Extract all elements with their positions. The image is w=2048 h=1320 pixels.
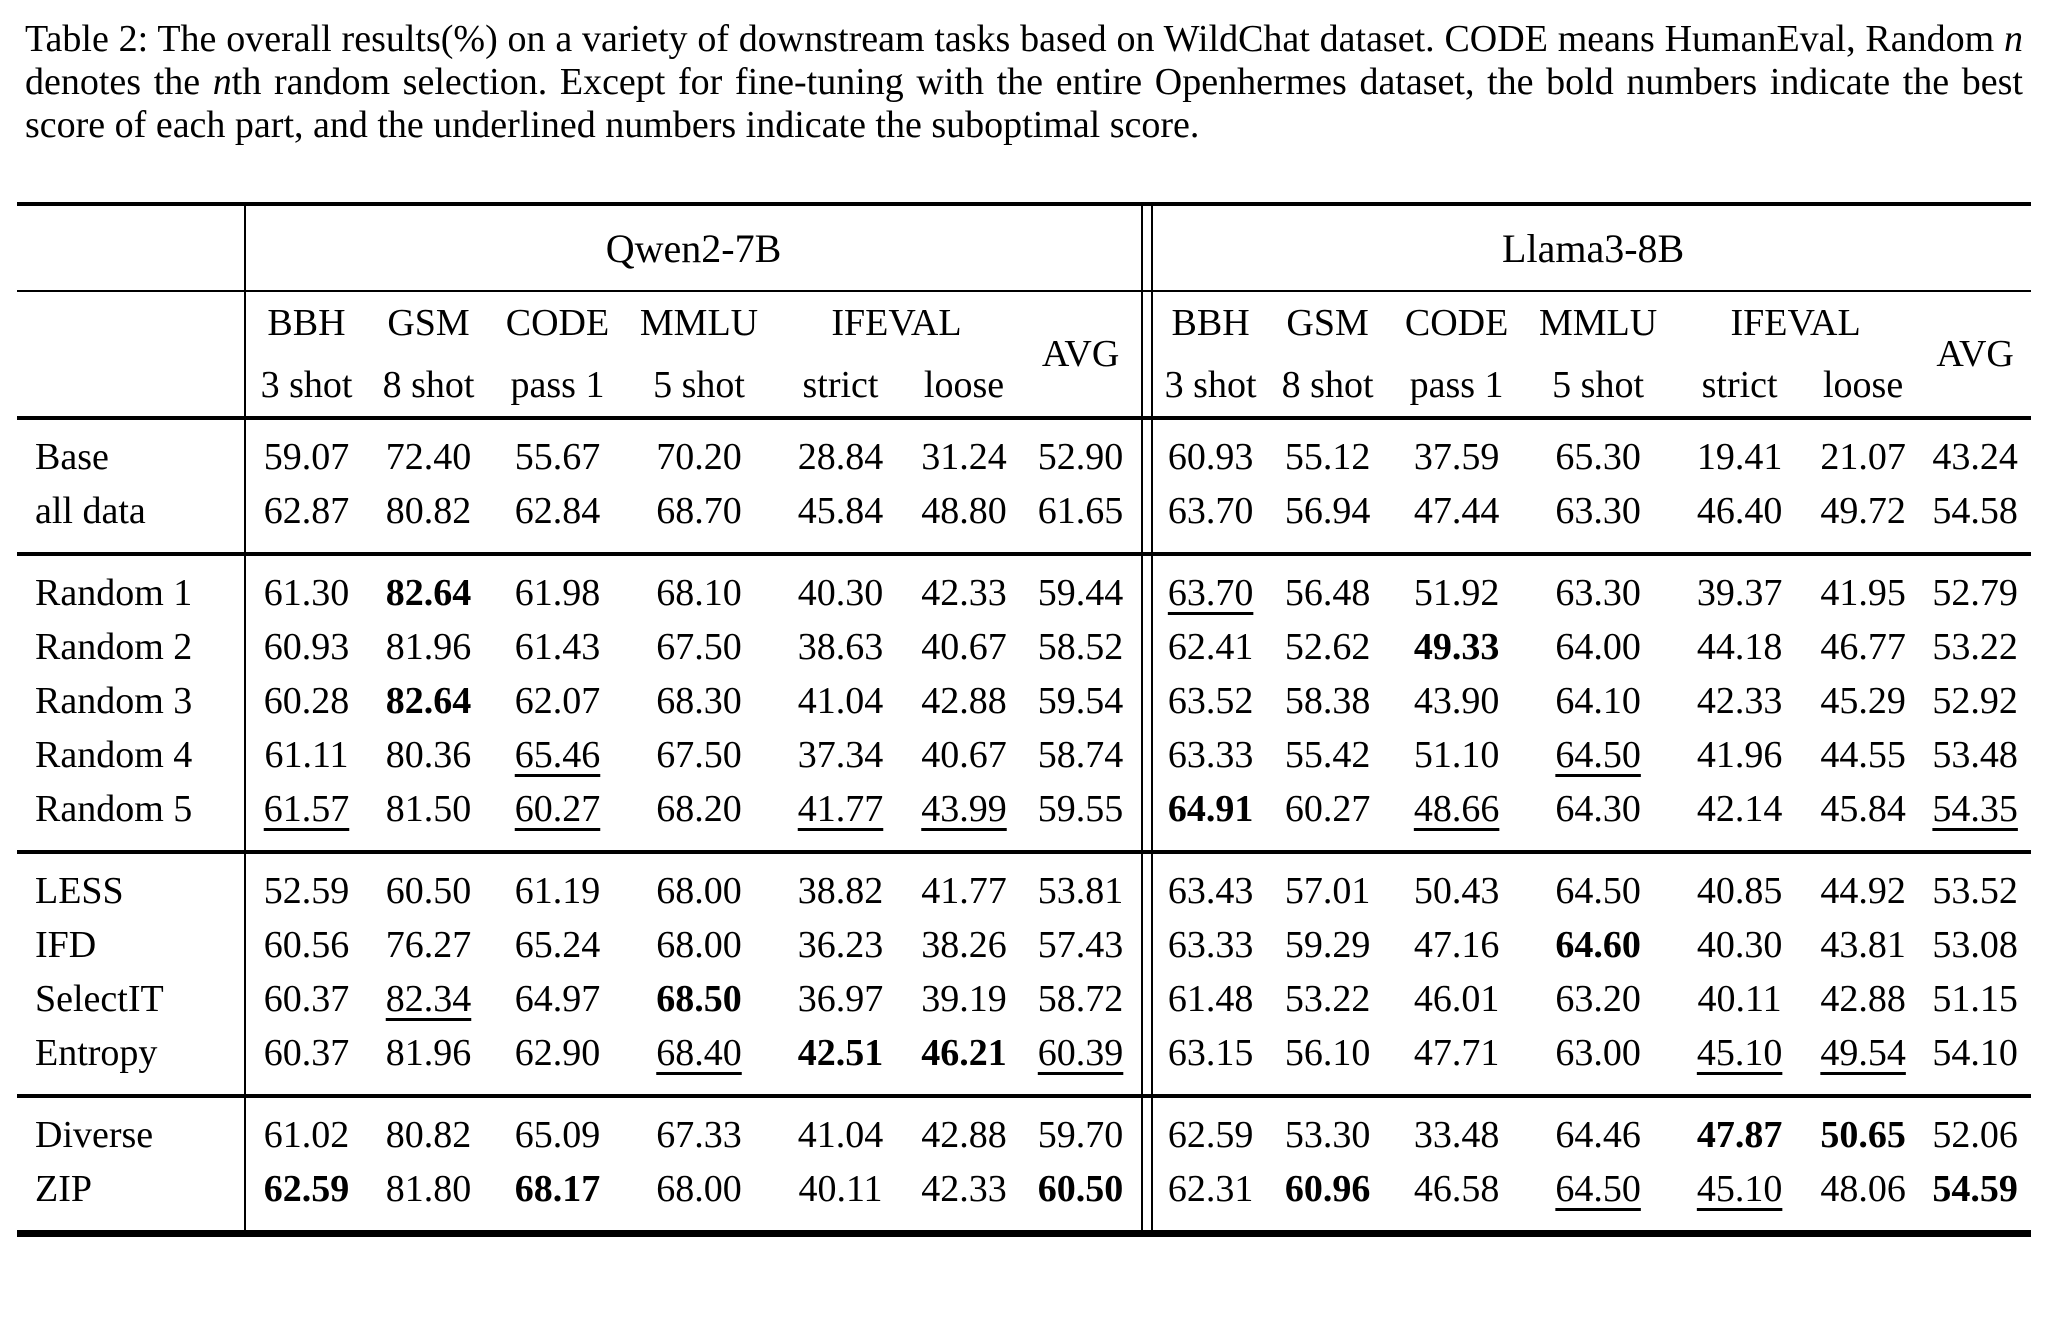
score-cell: 62.31 [1141,1162,1266,1237]
score-cell: 52.62 [1284,626,1371,668]
score-cell: 62.90 [514,1032,601,1074]
score-cell: 21.07 [1807,416,1919,484]
score-cell: 68.40 [656,1032,742,1074]
score-cell: 43.99 [921,788,1007,830]
col-header-code: CODE [505,302,610,344]
score-cell: 64.46 [1524,1094,1672,1162]
score-cell: 46.58 [1389,1162,1524,1237]
score-cell: 68.20 [656,788,742,830]
col-subheader-pass1: pass 1 [1409,364,1504,406]
score-cell: 41.77 [797,788,884,830]
score-cell: 68.00 [656,924,742,966]
col-header-bbh: BBH [267,302,346,344]
score-cell: 51.92 [1389,552,1524,620]
col-header-avg: AVG [1041,333,1120,375]
score-cell: 40.67 [921,626,1007,668]
row-label: ZIP [17,1162,246,1237]
score-cell: 54.10 [1932,1032,2018,1074]
score-cell: 45.10 [1672,1162,1807,1237]
score-cell: 46.21 [921,1032,1007,1074]
score-cell: 54.59 [1919,1162,2031,1237]
score-cell: 68.30 [656,680,742,722]
score-cell: 62.59 [246,1162,367,1237]
score-cell: 64.50 [1524,850,1672,918]
score-cell: 64.50 [1555,734,1641,776]
score-cell: 60.93 [1141,416,1266,484]
row-label: Base [17,416,246,484]
row-selectit [17,972,2031,1026]
score-cell: 52.92 [1932,680,2018,722]
score-cell: 61.30 [246,552,367,620]
score-cell: 81.96 [385,1032,472,1074]
score-cell: 63.20 [1555,978,1641,1020]
score-cell: 65.46 [514,734,601,776]
score-cell: 45.29 [1820,680,1906,722]
score-cell: 39.37 [1672,552,1807,620]
row-label: Random 5 [17,782,246,850]
col-header-gsm: GSM [1286,302,1369,344]
section-2 [17,850,2031,1094]
score-cell: 38.63 [797,626,884,668]
col-subheader-3shot: 3 shot [1141,354,1266,416]
row-random-4 [17,728,2031,782]
score-cell: 76.27 [385,924,472,966]
score-cell: 48.80 [921,490,1007,532]
score-cell: 80.82 [367,1094,490,1162]
score-cell: 36.97 [797,978,884,1020]
score-cell: 55.42 [1284,734,1371,776]
score-cell: 64.30 [1555,788,1641,830]
score-cell: 62.59 [1141,1094,1266,1162]
score-cell: 67.33 [625,1094,773,1162]
score-cell: 64.91 [1141,782,1266,850]
score-cell: 61.48 [1141,972,1266,1026]
score-cell: 61.11 [264,734,349,776]
score-cell: 51.10 [1413,734,1500,776]
score-cell: 61.02 [246,1094,367,1162]
score-cell: 47.16 [1413,924,1500,966]
score-cell: 81.80 [367,1162,490,1237]
score-cell: 59.55 [1037,788,1124,830]
score-cell: 65.30 [1524,416,1672,484]
score-cell: 46.77 [1820,626,1906,668]
score-cell: 47.44 [1413,490,1500,532]
col-header-avg: AVG [1936,333,2014,375]
score-cell: 47.87 [1672,1094,1807,1162]
score-cell: 62.84 [514,490,601,532]
score-cell: 58.72 [1037,978,1124,1020]
score-cell: 42.33 [908,552,1020,620]
score-cell: 38.26 [921,924,1007,966]
results-table [17,202,2031,1237]
row-entropy [17,1026,2031,1094]
metric-header-row [17,292,2031,354]
col-header-ifeval: IFEVAL [1730,302,1861,344]
row-label: Entropy [17,1026,246,1094]
score-cell: 60.50 [1020,1162,1141,1237]
score-cell: 40.85 [1672,850,1807,918]
row-all-data [17,484,2031,552]
score-cell: 81.50 [385,788,472,830]
caption-segment: denotes the [25,61,213,103]
score-cell: 37.59 [1389,416,1524,484]
score-cell: 40.30 [773,552,908,620]
score-cell: 45.84 [1820,788,1906,830]
section-0 [17,416,2031,552]
score-cell: 61.65 [1037,490,1124,532]
score-cell: 60.28 [263,680,350,722]
score-cell: 39.19 [921,978,1007,1020]
score-cell: 43.81 [1820,924,1906,966]
score-cell: 53.81 [1020,850,1141,918]
caption-segment: Table 2: The overall results(%) on a variety of downstream tasks based on WildChat dataset. CODE means HumanEval, Random [25,18,2004,60]
score-cell: 42.14 [1696,788,1783,830]
score-cell: 42.88 [908,1094,1020,1162]
score-cell: 60.37 [263,1032,350,1074]
score-cell: 41.04 [797,680,884,722]
score-cell: 60.27 [1284,788,1371,830]
section-1 [17,552,2031,850]
score-cell: 53.52 [1919,850,2031,918]
col-subheader-strict: strict [802,364,879,406]
score-cell: 63.30 [1524,552,1672,620]
score-cell: 63.33 [1141,918,1266,972]
score-cell: 41.77 [908,850,1020,918]
row-random-2 [17,620,2031,674]
model-header-row [17,202,2031,292]
table-caption [25,18,2023,147]
score-cell: 51.15 [1932,978,2018,1020]
score-cell: 62.07 [514,680,601,722]
score-cell: 43.24 [1919,416,2031,484]
group-header-llama: Llama3-8B [1141,202,2031,292]
score-cell: 53.22 [1932,626,2018,668]
caption-math-segment: n [2004,18,2023,60]
row-label: Random 1 [17,552,246,620]
score-cell: 60.37 [263,978,350,1020]
score-cell: 56.94 [1284,490,1371,532]
score-cell: 46.40 [1696,490,1783,532]
row-less [17,850,2031,918]
score-cell: 52.59 [246,850,367,918]
col-subheader-5shot: 5 shot [1552,364,1645,406]
score-cell: 53.08 [1932,924,2018,966]
score-cell: 54.35 [1932,788,2018,830]
score-cell: 60.39 [1037,1032,1124,1074]
score-cell: 61.19 [490,850,625,918]
score-cell: 72.40 [367,416,490,484]
score-cell: 60.50 [367,850,490,918]
score-cell: 55.67 [490,416,625,484]
score-cell: 63.15 [1141,1026,1266,1094]
col-subheader-loose: loose [1822,364,1904,406]
score-cell: 19.41 [1672,416,1807,484]
group-header-qwen: Qwen2-7B [246,202,1141,292]
score-cell: 59.70 [1020,1094,1141,1162]
score-cell: 50.43 [1389,850,1524,918]
score-cell: 65.09 [490,1094,625,1162]
row-label: all data [17,484,246,552]
score-cell: 64.60 [1555,924,1641,966]
section-3 [17,1094,2031,1237]
col-header-bbh: BBH [1141,292,1266,354]
score-cell: 64.10 [1555,680,1641,722]
score-cell: 63.70 [1141,552,1266,620]
score-cell: 49.54 [1820,1032,1906,1074]
score-cell: 63.43 [1141,850,1266,918]
score-cell: 68.00 [625,1162,773,1237]
score-cell: 60.93 [263,626,350,668]
row-label: IFD [17,918,246,972]
col-subheader-5shot: 5 shot [653,364,745,406]
col-header-mmlu: MMLU [1538,302,1658,344]
score-cell: 80.82 [385,490,472,532]
score-cell: 38.82 [773,850,908,918]
row-random-5 [17,782,2031,850]
score-cell: 60.96 [1266,1162,1389,1237]
score-cell: 33.48 [1389,1094,1524,1162]
score-cell: 65.24 [514,924,601,966]
score-cell: 50.65 [1807,1094,1919,1162]
score-cell: 42.33 [908,1162,1020,1237]
score-cell: 57.43 [1037,924,1124,966]
score-cell: 58.74 [1037,734,1124,776]
score-cell: 41.95 [1807,552,1919,620]
col-subheader-strict: strict [1701,364,1778,406]
score-cell: 53.48 [1932,734,2018,776]
row-label: SelectIT [17,972,246,1026]
score-cell: 28.84 [773,416,908,484]
score-cell: 64.50 [1524,1162,1672,1237]
score-cell: 36.23 [797,924,884,966]
score-cell: 40.11 [773,1162,908,1237]
score-cell: 44.18 [1696,626,1783,668]
score-cell: 48.66 [1413,788,1500,830]
col-subheader-8shot: 8 shot [382,364,475,406]
score-cell: 40.67 [921,734,1007,776]
score-cell: 80.36 [385,734,472,776]
score-cell: 58.38 [1284,680,1371,722]
score-cell: 41.96 [1696,734,1783,776]
row-ifd [17,918,2031,972]
score-cell: 62.87 [263,490,350,532]
caption-segment: th random selection. Except for fine-tuning with the entire Openhermes dataset, the bold numbers indicate the best score of each part, and the underlined numbers indicate the suboptimal score. [25,61,2023,146]
col-subheader-8shot: 8 shot [1281,364,1374,406]
score-cell: 61.57 [263,788,350,830]
corner-cell [17,202,246,292]
score-cell: 45.84 [797,490,884,532]
page [0,18,2048,1237]
col-header-gsm: GSM [387,302,470,344]
score-cell: 55.12 [1266,416,1389,484]
row-label: Random 2 [17,620,246,674]
score-cell: 81.96 [385,626,472,668]
score-cell: 59.29 [1284,924,1371,966]
score-cell: 68.10 [625,552,773,620]
score-cell: 54.58 [1932,490,2018,532]
score-cell: 44.92 [1807,850,1919,918]
corner-cell [17,292,246,416]
score-cell: 56.10 [1284,1032,1371,1074]
row-diverse [17,1094,2031,1162]
score-cell: 53.30 [1266,1094,1389,1162]
col-subheader-pass1: pass 1 [510,364,605,406]
score-cell: 45.10 [1696,1032,1783,1074]
score-cell: 61.98 [490,552,625,620]
score-cell: 68.50 [656,978,742,1020]
score-cell: 31.24 [908,416,1020,484]
score-cell: 42.33 [1696,680,1783,722]
score-cell: 82.34 [385,978,472,1020]
col-subheader-3shot: 3 shot [260,364,353,406]
score-cell: 48.06 [1807,1162,1919,1237]
score-cell: 41.04 [773,1094,908,1162]
score-cell: 52.06 [1919,1094,2031,1162]
row-label: Diverse [17,1094,246,1162]
score-cell: 68.70 [656,490,742,532]
row-base [17,416,2031,484]
score-cell: 42.51 [797,1032,884,1074]
row-label: Random 4 [17,728,246,782]
score-cell: 42.88 [921,680,1007,722]
row-random-1 [17,552,2031,620]
score-cell: 82.64 [367,552,490,620]
score-cell: 52.79 [1919,552,2031,620]
col-header-code: CODE [1404,302,1509,344]
caption-math-segment: n [212,61,232,103]
score-cell: 52.90 [1020,416,1141,484]
score-cell: 57.01 [1266,850,1389,918]
row-zip [17,1162,2031,1237]
score-cell: 67.50 [656,626,742,668]
score-cell: 63.30 [1555,490,1641,532]
score-cell: 49.33 [1413,626,1500,668]
score-cell: 62.41 [1141,620,1266,674]
score-cell: 61.43 [514,626,601,668]
col-header-mmlu: MMLU [639,302,759,344]
score-cell: 59.44 [1020,552,1141,620]
row-label: Random 3 [17,674,246,728]
score-cell: 40.11 [1697,978,1782,1020]
score-cell: 60.27 [514,788,601,830]
score-cell: 43.90 [1413,680,1500,722]
score-cell: 68.00 [625,850,773,918]
score-cell: 56.48 [1266,552,1389,620]
score-cell: 64.97 [514,978,601,1020]
score-cell: 63.52 [1141,674,1266,728]
score-cell: 40.30 [1696,924,1783,966]
score-cell: 63.33 [1141,728,1266,782]
score-cell: 67.50 [656,734,742,776]
col-header-ifeval: IFEVAL [831,302,962,344]
score-cell: 47.71 [1413,1032,1500,1074]
score-cell: 44.55 [1820,734,1906,776]
score-cell: 53.22 [1284,978,1371,1020]
score-cell: 60.56 [263,924,350,966]
score-cell: 63.00 [1555,1032,1641,1074]
score-cell: 70.20 [625,416,773,484]
row-label: LESS [17,850,246,918]
table-header [17,202,2031,416]
col-subheader-loose: loose [923,364,1005,406]
row-random-3 [17,674,2031,728]
score-cell: 59.54 [1037,680,1124,722]
score-cell: 82.64 [385,680,472,722]
score-cell: 63.70 [1141,484,1266,552]
score-cell: 37.34 [797,734,884,776]
score-cell: 49.72 [1820,490,1906,532]
score-cell: 42.88 [1820,978,1906,1020]
score-cell: 46.01 [1413,978,1500,1020]
score-cell: 68.17 [490,1162,625,1237]
score-cell: 58.52 [1037,626,1124,668]
score-cell: 64.00 [1555,626,1641,668]
score-cell: 59.07 [246,416,367,484]
